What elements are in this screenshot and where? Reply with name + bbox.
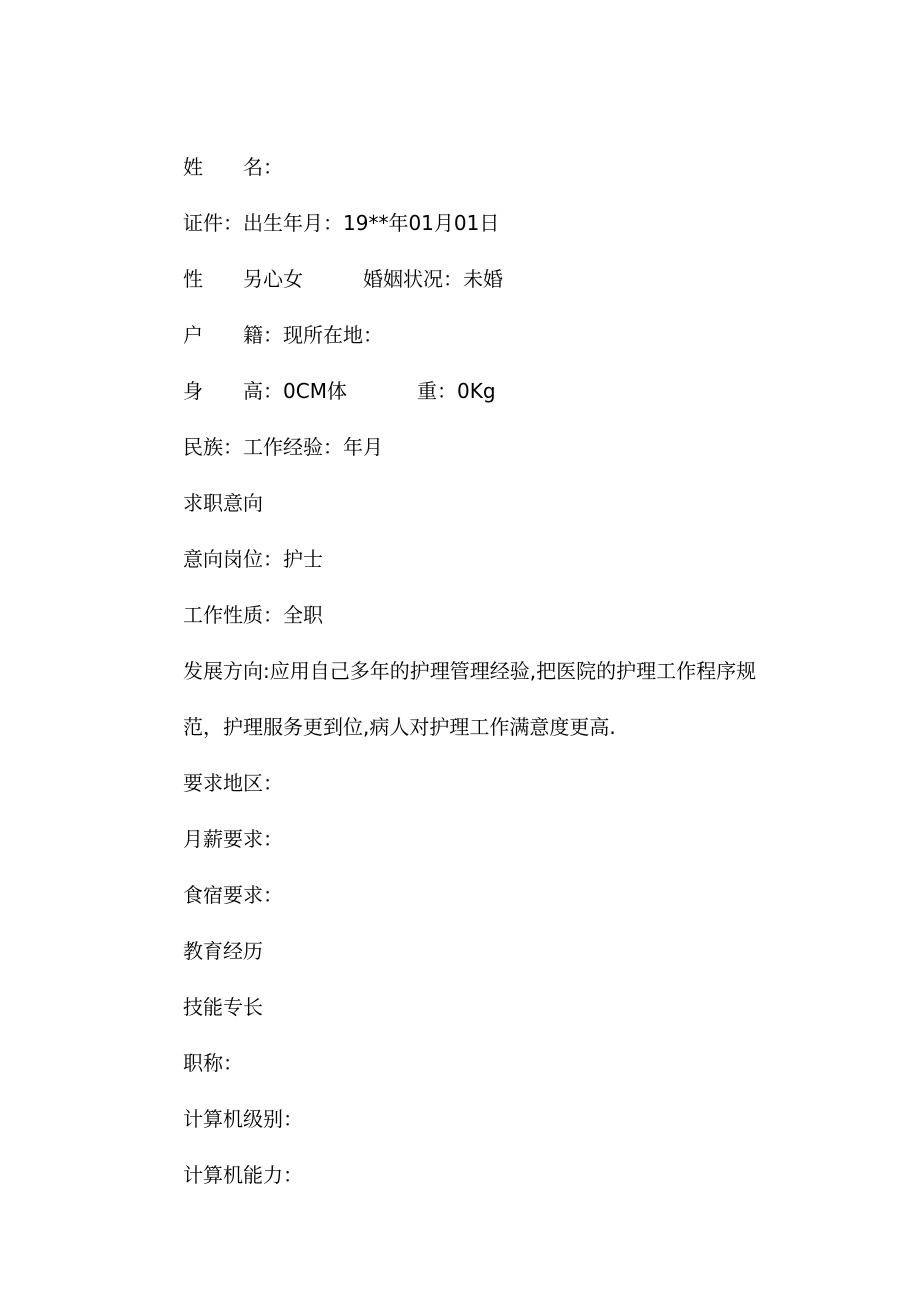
- computer-level-row: 计算机级别：: [183, 1107, 303, 1131]
- height-rest: 高：0CM体: [243, 379, 347, 403]
- gender-value: 另心女: [243, 267, 303, 291]
- salary-row: 月薪要求：: [183, 827, 283, 851]
- lodging-row: 食宿要求：: [183, 883, 283, 907]
- direction-line-1: 发展方向:应用自己多年的护理管理经验,把医院的护理工作程序规: [183, 659, 757, 683]
- weight: 重：0Kg: [417, 379, 496, 403]
- id-birth-row: 证件：出生年月：19**年01月01日: [183, 211, 500, 235]
- education-heading: 教育经历: [183, 939, 263, 963]
- marital-status: 婚姻状况：未婚: [363, 267, 503, 291]
- computer-ability-row: 计算机能力：: [183, 1163, 303, 1187]
- job-type-row: 工作性质：全职: [183, 603, 323, 627]
- gender-label: 性: [183, 267, 203, 291]
- ethnicity-experience-row: 民族：工作经验：年月: [183, 435, 383, 459]
- region-row: 要求地区：: [183, 771, 283, 795]
- height-label: 身: [183, 379, 203, 403]
- position-row: 意向岗位：护士: [183, 547, 323, 571]
- direction-line-2: 范，护理服务更到位,病人对护理工作满意度更高.: [183, 715, 616, 739]
- skills-heading: 技能专长: [183, 995, 263, 1019]
- intent-heading: 求职意向: [183, 491, 263, 515]
- name-label-b: 名：: [243, 155, 283, 179]
- hukou-label: 户: [183, 323, 203, 347]
- name-label-a: 姓: [183, 155, 203, 179]
- title-row: 职称：: [183, 1051, 243, 1075]
- hukou-rest: 籍：现所在地：: [243, 323, 383, 347]
